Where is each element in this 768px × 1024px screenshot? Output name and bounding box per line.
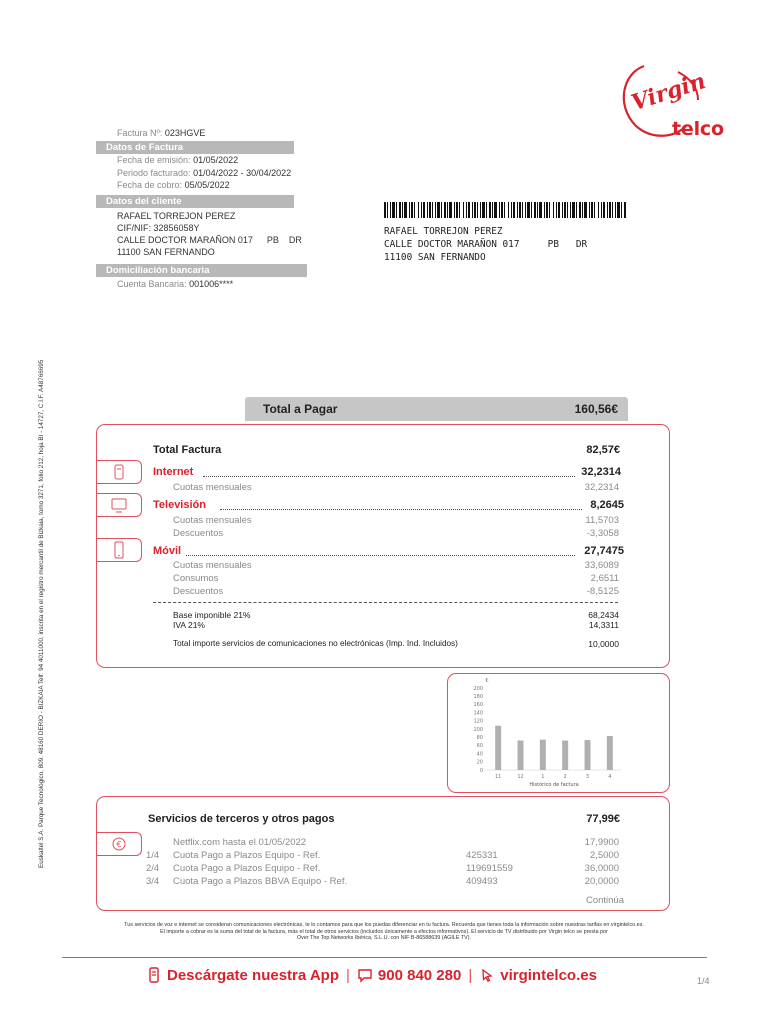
barcode-bar	[463, 202, 464, 218]
barcode-bar	[539, 202, 542, 218]
tercero-item-ref: 425331	[466, 850, 498, 861]
tercero-item-label: Netflix.com hasta el 01/05/2022	[173, 837, 307, 848]
barcode-bar	[423, 202, 425, 218]
terceros-total: 77,99€	[586, 813, 620, 825]
barcode-bar	[544, 202, 545, 218]
barcode-bar	[427, 202, 428, 218]
barcode-bar	[466, 202, 467, 218]
bar-3	[585, 740, 591, 770]
footer-separator: |	[346, 966, 350, 984]
barcode-bar	[564, 202, 566, 218]
movil-consumos-label: Consumos	[173, 573, 219, 584]
cuenta-bancaria: Cuenta Bancaria: 001006****	[117, 279, 234, 289]
y-tick-label: 20	[476, 759, 483, 766]
barcode-bar	[390, 202, 391, 218]
tercero-item-label: Cuota Pago a Plazos Equipo - Ref.	[173, 863, 321, 874]
barcode-bar	[591, 202, 593, 218]
barcode-bar	[494, 202, 497, 218]
barcode-bar	[553, 202, 554, 218]
barcode-bar	[482, 202, 485, 218]
y-tick-label: 160	[473, 702, 483, 709]
barcode-bar	[617, 202, 620, 218]
barcode-bar	[598, 202, 599, 218]
barcode-bar	[421, 202, 422, 218]
tercero-item-label: Cuota Pago a Plazos Equipo - Ref.	[173, 850, 321, 861]
total-a-pagar-bar	[245, 397, 628, 421]
barcode-bar	[402, 202, 403, 218]
barcode-bar	[492, 202, 493, 218]
barcode-bar	[531, 202, 532, 218]
barcode-bar	[513, 202, 515, 218]
total-a-pagar-label: Total a Pagar	[263, 402, 338, 416]
barcode-bar	[486, 202, 487, 218]
barcode-bar	[480, 202, 481, 218]
movil-consumos-value: 2,6511	[590, 573, 619, 584]
barcode-bar	[429, 202, 431, 218]
no-electronicas-label: Total importe servicios de comunicaciones no electrónicas (Imp. Ind. Incluidos)	[173, 639, 458, 648]
barcode-bar	[399, 202, 401, 218]
barcode-bar	[411, 202, 413, 218]
cliente-ciudad: 11100 SAN FERNANDO	[117, 247, 215, 257]
base-imponible-value: 68,2434	[588, 610, 619, 620]
barcode-bar	[459, 202, 460, 218]
barcode-bar	[404, 202, 407, 218]
barcode-bar	[468, 202, 470, 218]
x-tick-label: 3	[585, 774, 590, 780]
barcode-bar	[607, 202, 608, 218]
movil-label: Móvil	[153, 545, 182, 557]
continua-label: Continúa	[585, 895, 624, 906]
tv-cuotas-label: Cuotas mensuales	[173, 515, 252, 526]
cursor-click-icon	[479, 967, 495, 983]
fecha-emision: Fecha de emisión: 01/05/2022	[117, 155, 239, 165]
note-line-1: Tus servicios de voz e internet se consideran comunicaciones electrónicas, te lo contamos para que los puedas diferenciar en tu factura. Recuerda que tienes toda la información sobre nuestras tarifas en virgintelco.es.	[124, 922, 644, 928]
barcode-bar	[546, 202, 548, 218]
bar-2	[562, 740, 568, 770]
internet-value: 32,2314	[581, 466, 621, 478]
barcode-bar	[449, 202, 452, 218]
datos-cliente-heading: Datos del cliente	[96, 195, 294, 208]
movil-value: 27,7475	[584, 545, 624, 557]
internet-label: Internet	[153, 466, 194, 478]
footer-contact-bar	[146, 963, 597, 987]
barcode-bar	[504, 202, 505, 218]
barcode-bar	[396, 202, 397, 218]
barcode-bar	[499, 202, 500, 218]
barcode-bar	[414, 202, 415, 218]
x-tick-label: 12	[517, 774, 524, 780]
barcode-bar	[609, 202, 611, 218]
datos-factura-heading: Datos de Factura	[96, 141, 294, 154]
phone-link[interactable]: 900 840 280	[377, 966, 462, 984]
router-icon	[110, 463, 128, 481]
barcode-bar	[517, 202, 518, 218]
barcode-bar	[447, 202, 448, 218]
barcode-bar	[435, 202, 436, 218]
barcode-bar	[603, 202, 605, 218]
tv-descuentos-value: -3,3058	[586, 528, 619, 539]
movil-leader-dots	[186, 555, 575, 556]
total-a-pagar-value: 160,56€	[574, 402, 618, 416]
barcode-bar	[522, 202, 523, 218]
barcode-bar	[567, 202, 568, 218]
subtotal-divider	[153, 602, 618, 603]
barcode-bar	[472, 202, 473, 218]
barcode-bar	[612, 202, 613, 218]
barcode-bar	[454, 202, 455, 218]
iva-label: IVA 21%	[173, 620, 205, 630]
page-number: 1/4	[697, 976, 710, 986]
y-tick-label: 200	[473, 685, 483, 692]
y-tick-label: 80	[476, 735, 483, 741]
total-factura-label: Total Factura	[153, 444, 222, 456]
barcode-bar	[562, 202, 563, 218]
barcode-bar	[601, 202, 602, 218]
barcode-bar	[441, 202, 442, 218]
footer-divider	[62, 957, 707, 958]
bar-12	[518, 740, 524, 770]
movil-cuotas-label: Cuotas mensuales	[173, 560, 252, 571]
television-value: 8,2645	[590, 499, 624, 511]
barcode-bar	[418, 202, 419, 218]
barcode-bar	[621, 202, 622, 218]
tercero-item-ref: 409493	[466, 876, 498, 887]
barcode-bar	[579, 202, 581, 218]
tv-icon-box	[96, 493, 142, 517]
address-line-3: 11100 SAN FERNANDO	[384, 252, 486, 263]
tercero-item-value: 17,9900	[584, 837, 619, 848]
barcode-bar	[549, 202, 550, 218]
movil-icon-box	[96, 538, 142, 562]
barcode-bar	[556, 202, 557, 218]
fecha-cobro: Fecha de cobro: 05/05/2022	[117, 180, 230, 190]
address-line-2: CALLE DOCTOR MARAÑON 017 PB DR	[384, 239, 588, 250]
tercero-item-value: 20,0000	[584, 876, 619, 887]
address-line-1: RAFAEL TORREJON PEREZ	[384, 226, 503, 237]
y-tick-label: 120	[473, 718, 483, 725]
barcode-bar	[437, 202, 440, 218]
cliente-nombre: RAFAEL TORREJON PEREZ	[117, 211, 236, 221]
barcode-bar	[582, 202, 583, 218]
euro-icon-box	[96, 832, 142, 856]
note-line-3: Over The Top Networks Ibérica, S.L.U. con NIF B-86588639 (AGILE TV).	[296, 935, 472, 941]
barcode-bar	[624, 202, 626, 218]
chat-bubble-icon	[357, 967, 373, 983]
x-tick-label: 11	[494, 774, 502, 780]
barcode	[384, 202, 628, 218]
x-tick-label: 4	[608, 774, 612, 780]
periodo-facturado: Periodo facturado: 01/04/2022 - 30/04/2022	[117, 168, 292, 178]
tercero-item-value: 2,5000	[589, 850, 619, 861]
x-tick-label: 2	[563, 774, 567, 780]
movil-descuentos-label: Descuentos	[173, 586, 224, 597]
barcode-bar	[432, 202, 433, 218]
tercero-item-index: 3/4	[146, 876, 160, 887]
svg-text:Virgin: Virgin	[628, 67, 709, 117]
internet-cuotas-value: 32,2314	[584, 482, 619, 493]
legal-side-text: Euskaltel S.A. Parque Tecnológico, 809. 48160 DERIO - BIZKAIA Telf: 94 4011000, inscrita en el registro mercantil de Bizkaia, tomo 3271, folio 212, hoja BI - 14727, C.I.F. A48766695	[38, 359, 45, 868]
internet-cuotas-label: Cuotas mensuales	[173, 482, 252, 493]
note-line-2: El importe a cobrar es la suma del total de la factura, más el total de otros servicios (incluidos únicamente a efectos informativos). El servicio de TV distribuido por Virgin telco se presta por	[160, 929, 608, 935]
barcode-bar	[572, 202, 575, 218]
barcode-bar	[584, 202, 587, 218]
tercero-item-index: 1/4	[146, 850, 160, 861]
barcode-bar	[594, 202, 595, 218]
barcode-bar	[409, 202, 410, 218]
svg-text:€: €	[116, 840, 122, 849]
tv-cuotas-value: 11,5703	[585, 515, 619, 526]
barcode-bar	[489, 202, 491, 218]
barcode-bar	[392, 202, 395, 218]
barcode-bar	[525, 202, 526, 218]
bar-11	[495, 726, 501, 770]
barcode-bar	[558, 202, 560, 218]
bar-4	[607, 736, 613, 770]
tercero-item-value: 36,0000	[584, 863, 619, 874]
domiciliacion-heading: Domiciliación bancaria	[96, 264, 307, 277]
tercero-item-ref: 119691559	[466, 863, 513, 874]
barcode-bar	[501, 202, 503, 218]
barcode-bar	[474, 202, 476, 218]
telco-wordmark: telco	[672, 118, 724, 140]
television-label: Televisión	[153, 499, 206, 511]
y-tick-label: 180	[473, 694, 483, 700]
mobile-app-icon	[146, 967, 162, 983]
barcode-bar	[444, 202, 446, 218]
base-imponible-label: Base imponible 21%	[173, 610, 251, 620]
no-electronicas-value: 10,0000	[588, 639, 619, 649]
barcode-bar	[511, 202, 512, 218]
barcode-bar	[615, 202, 616, 218]
euro-coin-icon	[110, 835, 128, 853]
y-tick-label: 100	[473, 726, 483, 733]
y-tick-label: 40	[476, 751, 483, 758]
bar-1	[540, 740, 546, 770]
footer-separator: |	[468, 966, 473, 984]
barcode-bar	[534, 202, 536, 218]
x-axis-label: Histórico de factura	[529, 782, 579, 788]
website-link[interactable]: virgintelco.es	[500, 966, 597, 984]
barcode-bar	[508, 202, 509, 218]
barcode-bar	[589, 202, 590, 218]
y-tick-label: 0	[479, 767, 483, 774]
barcode-bar	[527, 202, 530, 218]
y-tick-label: 140	[473, 710, 483, 717]
barcode-bar	[456, 202, 458, 218]
total-factura-value: 82,57€	[586, 444, 620, 456]
invoice-number: Factura Nº: 023HGVE	[117, 128, 206, 138]
y-axis-unit-label: €	[485, 678, 489, 684]
historico-bar-chart	[449, 675, 668, 791]
cliente-calle: CALLE DOCTOR MARAÑON 017 PB DR	[117, 235, 302, 245]
mobile-phone-icon	[110, 541, 128, 559]
iva-value: 14,3311	[588, 620, 619, 630]
terceros-title: Servicios de terceros y otros pagos	[148, 813, 335, 825]
download-app-link[interactable]: Descárgate nuestra App	[167, 966, 340, 984]
tercero-item-index: 2/4	[146, 863, 160, 874]
barcode-bar	[477, 202, 478, 218]
x-tick-label: 1	[541, 774, 545, 780]
tv-descuentos-label: Descuentos	[173, 528, 224, 539]
barcode-bar	[570, 202, 571, 218]
movil-descuentos-value: -8,5125	[586, 586, 619, 597]
tercero-item-label: Cuota Pago a Plazos BBVA Equipo - Ref.	[173, 876, 348, 887]
cliente-nif: CIF/NIF: 32856058Y	[117, 223, 200, 233]
barcode-bar	[384, 202, 386, 218]
internet-icon-box	[96, 460, 142, 484]
barcode-bar	[576, 202, 577, 218]
movil-cuotas-value: 33,6089	[584, 560, 619, 571]
tv-icon	[110, 496, 128, 514]
y-tick-label: 60	[476, 743, 483, 750]
barcode-bar	[537, 202, 538, 218]
barcode-bar	[387, 202, 388, 218]
barcode-bar	[519, 202, 521, 218]
